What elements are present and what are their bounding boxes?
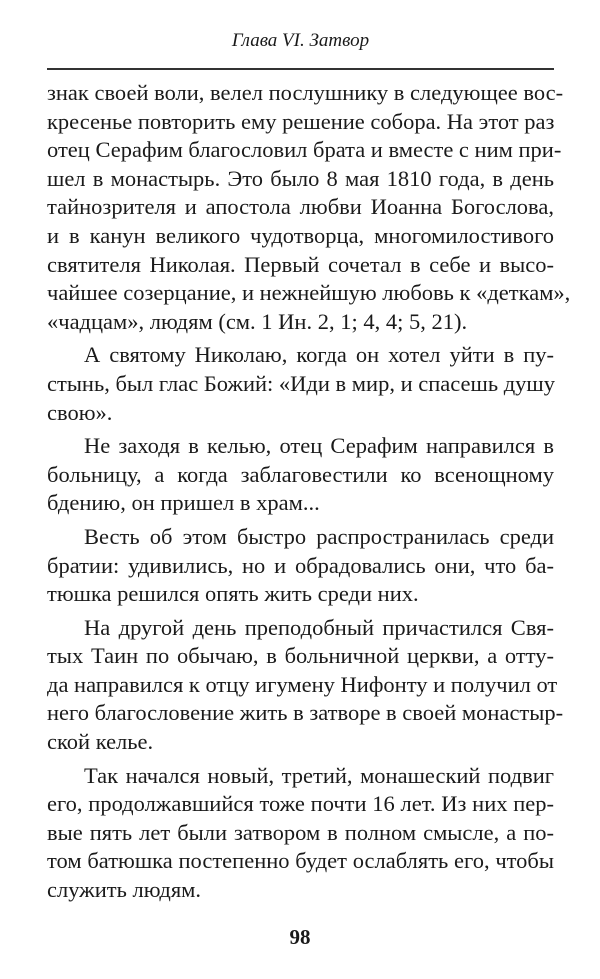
paragraph [47,79,571,336]
text-line: больницу, а когда заблаговестили ко всенощному [47,461,554,487]
text-line: тюшка решился опять жить среди них. [47,581,419,607]
text-line: шел в монастырь. Это было 8 мая 1810 года, в день [47,165,554,191]
page-body [47,79,571,910]
text-line: братии: удивились, но и обрадовались они, что ба- [47,552,554,578]
paragraph [47,523,554,609]
text-line: его, продолжавшийся тоже почти 16 лет. Из них пер- [47,791,554,817]
text-line: чайшее созерцание, и нежнейшую любовь к «деткам», [47,280,571,306]
text-line: «чадцам», людям (см. 1 Ин. 2, 1; 4, 4; 5, 21). [47,308,468,334]
text-line: стынь, был глас Божий: «Иди в мир, и спасешь душу [47,370,555,396]
text-line: служить людям. [47,877,202,903]
running-header: Глава VI. Затвор [231,30,370,51]
header-rule [47,68,554,70]
text-line: кресенье повторить ему решение собора. На этот раз [47,108,555,134]
text-line: знак своей воли, велел послушнику в следующее вос- [47,80,564,105]
paragraph [47,432,554,518]
text-line: свою». [47,399,113,425]
text-line: том батюшка постепенно будет ослаблять его, чтобы [47,848,554,874]
paragraph [47,614,564,757]
text-line: святителя Николая. Первый сочетал в себе и высо- [47,251,554,277]
text-line: бдению, он пришел в храм... [47,490,320,516]
text-line: ской келье. [47,729,154,755]
page-number: 98 [289,925,311,949]
paragraph [47,762,554,905]
text-line: него благословение жить в затворе в своей монастыр- [47,700,564,726]
text-line: тайнозрителя и апостола любви Иоанна Богослова, [47,194,554,220]
text-line: да направился к отцу игумену Нифонту и получил от [47,671,558,697]
text-line: А святому Николаю, когда он хотел уйти в пу- [84,342,554,368]
text-line: На другой день преподобный причастился Свя- [84,614,554,640]
paragraph [47,341,554,427]
text-line: и в канун великого чудотворца, многомилостивого [47,222,554,248]
text-line: отец Серафим благословил брата и вместе с ним при- [47,137,562,163]
text-line: Весть об этом быстро распространилась среди [84,523,554,549]
text-line: тых Таин по обычаю, в больничной церкви, а отту- [47,643,554,669]
text-line: вые пять лет были затвором в полном смысле, а по- [47,819,554,845]
text-line: Не заходя в келью, отец Серафим направился в [84,433,554,459]
text-line: Так начался новый, третий, монашеский подвиг [84,762,554,788]
